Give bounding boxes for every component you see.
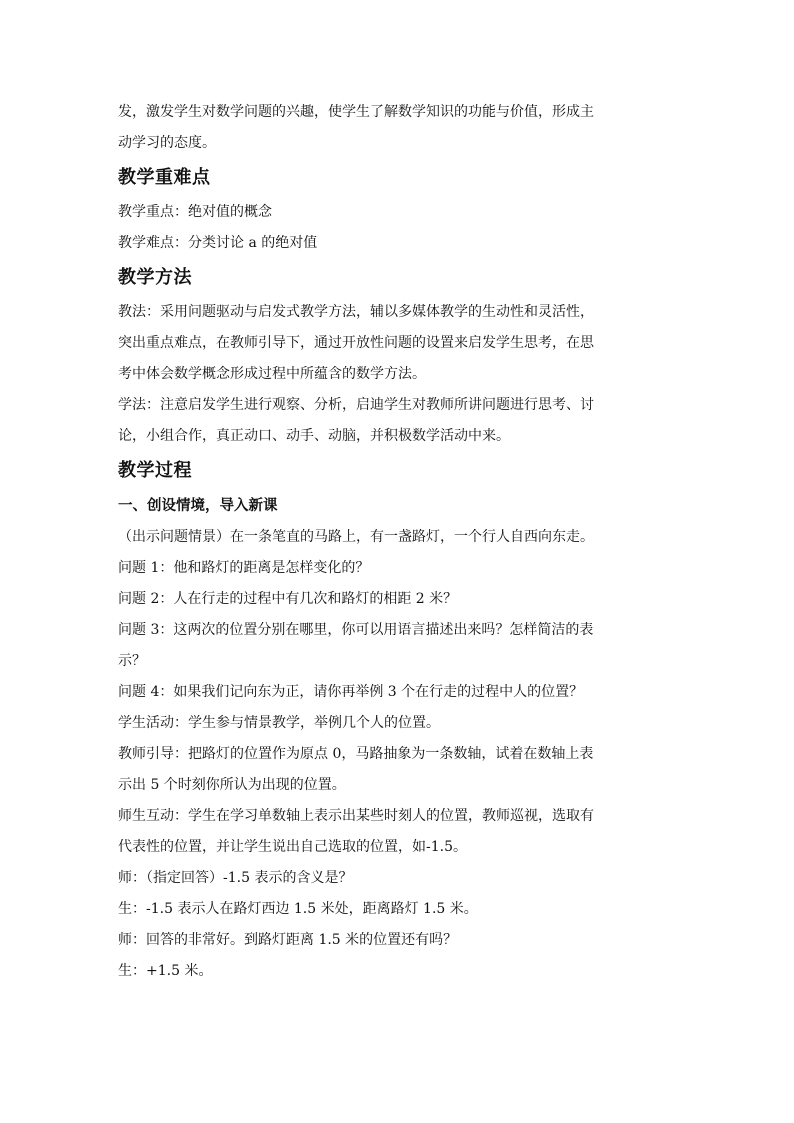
process-line: 问题 1：他和路灯的距离是怎样变化的？ — [118, 560, 370, 576]
heading-methods: 教学方法 — [118, 267, 192, 288]
process-line: 示？ — [118, 653, 146, 669]
process-line: 问题 3：这两次的位置分别在哪里，你可以用语言描述出来吗？怎样简洁的表 — [118, 622, 594, 638]
teach-method-line: 考中体会数学概念形成过程中所蕴含的数学方法。 — [118, 366, 426, 382]
process-line: 问题 2：人在行走的过程中有几次和路灯的相距 2 米？ — [118, 591, 458, 607]
process-line: 学生活动：学生参与情景教学，举例几个人的位置。 — [118, 715, 440, 731]
process-line: 师：回答的非常好。到路灯距离 1.5 米的位置还有吗？ — [118, 932, 458, 948]
teach-method-line: 教法：采用问题驱动与启发式教学方法，辅以多媒体教学的生动性和灵活性， — [118, 304, 594, 320]
process-line: 师生互动：学生在学习单数轴上表示出某些时刻人的位置，教师巡视，选取有 — [118, 808, 594, 824]
process-line: 示出 5 个时刻你所认为出现的位置。 — [118, 777, 346, 793]
process-line: 代表性的位置，并让学生说出自己选取的位置，如-1.5。 — [118, 839, 467, 855]
learn-method-line: 学法：注意启发学生进行观察、分析，启迪学生对教师所讲问题进行思考、讨 — [118, 397, 594, 413]
process-line: 师：（指定回答）-1.5 表示的含义是？ — [118, 870, 353, 886]
process-line: 生：+1.5 米。 — [118, 963, 213, 979]
learn-method-line: 论，小组合作，真正动口、动手、动脑，并积极数学活动中来。 — [118, 428, 510, 444]
process-line: 教师引导：把路灯的位置作为原点 0，马路抽象为一条数轴，试着在数轴上表 — [118, 746, 594, 762]
document-body — [118, 97, 678, 987]
intro-line-2: 动学习的态度。 — [118, 135, 216, 151]
process-line: 问题 4：如果我们记向东为正，请你再举例 3 个在行走的过程中人的位置？ — [118, 684, 584, 700]
key-point-focus: 教学重点：绝对值的概念 — [118, 204, 272, 220]
process-line: 生：-1.5 表示人在路灯西边 1.5 米处，距离路灯 1.5 米。 — [118, 901, 478, 917]
subheading-intro-scenario: 一、创设情境，导入新课 — [118, 498, 278, 514]
teach-method-line: 突出重点难点，在教师引导下，通过开放性问题的设置来启发学生思考，在思 — [118, 335, 594, 351]
heading-process: 教学过程 — [118, 460, 192, 481]
heading-key-points: 教学重难点 — [118, 167, 211, 188]
intro-line-1: 发，激发学生对数学问题的兴趣，使学生了解数学知识的功能与价值，形成主 — [118, 104, 594, 120]
process-line: （出示问题情景）在一条笔直的马路上，有一盏路灯，一个行人自西向东走。 — [118, 529, 594, 545]
key-point-difficulty: 教学难点：分类讨论 a 的绝对值 — [118, 235, 318, 251]
